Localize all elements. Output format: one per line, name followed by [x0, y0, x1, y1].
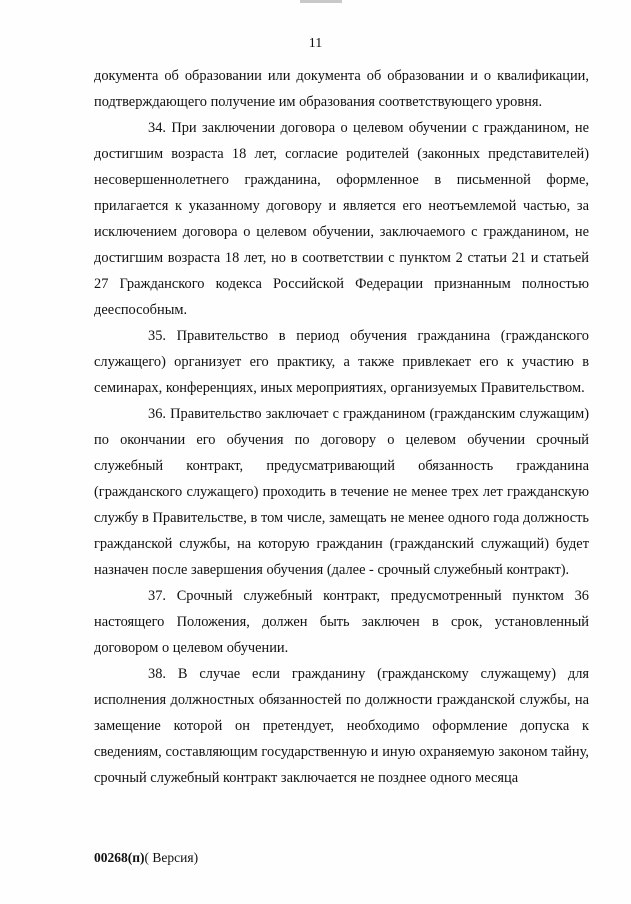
paragraph-34: 34. При заключении договора о целевом обучении с гражданином, не достигшим возраста 18 лет, согласие родителей (законных представителей) несовершеннолетнего гражданина, оформленное в письменной форме, прилагается к указанному договору и является его неотъемлемой частью, за исключением договора о целевом обучении, заключаемого с гражданином, не достигшим возраста 18 лет, но в соответствии с пунктом 2 статьи 21 и статьей 27 Гражданского кодекса Российской Федерации признанным полностью дееспособным. — [94, 120, 589, 318]
document-code: 00268(п) — [94, 850, 145, 865]
page-number: 11 — [308, 36, 323, 51]
document-footer — [94, 850, 198, 866]
paragraph-continuation: документа об образовании или документа об образовании и о квалификации, подтверждающего получение им образования соответствующего уровня. — [94, 68, 589, 110]
scan-edge-mark — [300, 0, 342, 3]
paragraph-35: 35. Правительство в период обучения гражданина (гражданского служащего) организует его практику, а также привлекает его к участию в семинарах, конференциях, иных мероприятиях, организуемых Правительством. — [94, 328, 589, 396]
paragraph-37: 37. Срочный служебный контракт, предусмотренный пунктом 36 настоящего Положения, должен быть заключен в срок, установленный договором о целевом обучении. — [94, 588, 589, 656]
paragraph-38: 38. В случае если гражданину (гражданскому служащему) для исполнения должностных обязанностей по должности гражданской службы, на замещение которой он претендует, необходимо оформление допуска к сведениям, составляющим государственную и иную охраняемую законом тайну, срочный служебный контракт заключается не позднее одного месяца — [94, 666, 589, 786]
paragraph-36: 36. Правительство заключает с гражданином (гражданским служащим) по окончании его обучения по договору о целевом обучении срочный служебный контракт, предусматривающий обязанность гражданина (гражданского служащего) проходить в течение не менее трех лет гражданскую службу в Правительстве, в том числе, замещать не менее одного года должность гражданской службы, на которую гражданин (гражданский служащий) будет назначен после завершения обучения (далее - срочный служебный контракт). — [94, 406, 589, 578]
document-version: ( Версия) — [144, 850, 199, 865]
document-body — [94, 63, 589, 791]
